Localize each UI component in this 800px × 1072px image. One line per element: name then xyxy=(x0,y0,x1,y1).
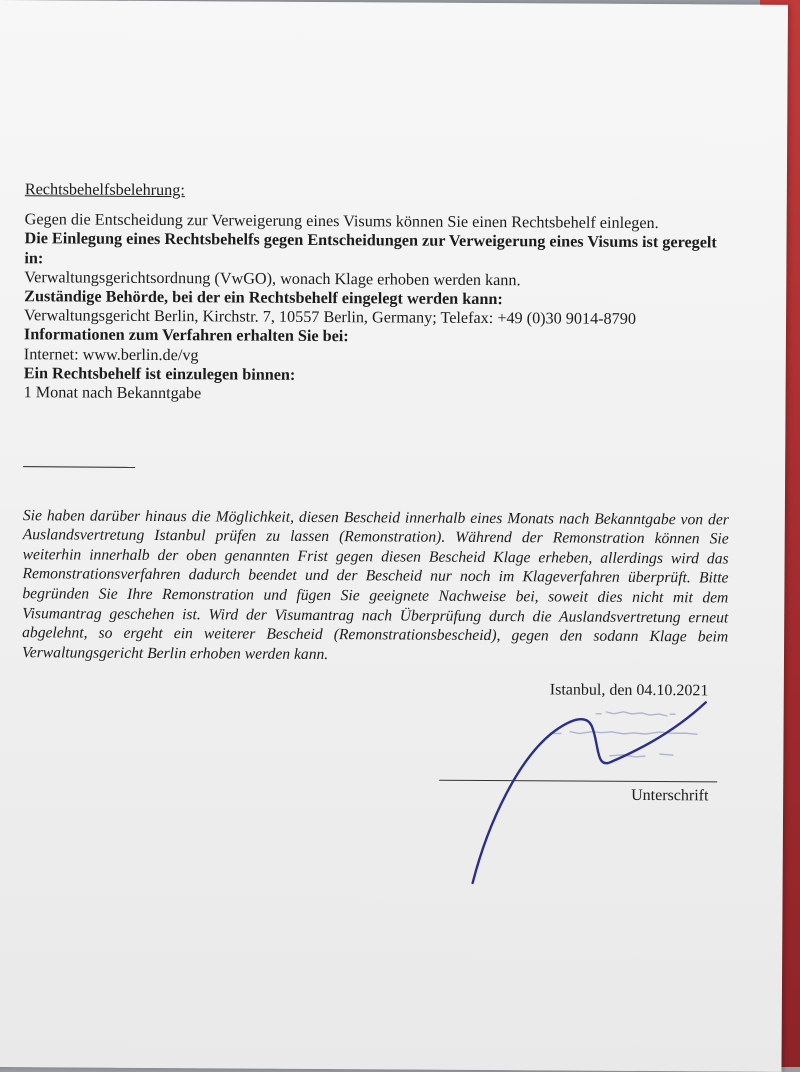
deadline-title: Ein Rechtsbehelf ist einzulegen binnen: xyxy=(23,364,296,384)
place-date: Istanbul, den 04.10.2021 xyxy=(549,681,709,700)
legal-notice xyxy=(24,180,725,407)
regulation-text: Verwaltungsgerichtsordnung (VwGO), wonach Klage erhoben werden kann. xyxy=(24,268,521,290)
info-text: Internet: www.berlin.de/vg xyxy=(23,344,199,364)
regulation-title: Die Einlegung eines Rechtsbehelfs gegen Entscheidungen zur Verweigerung eines Visums ist geregelt in: xyxy=(24,229,717,267)
signature-label: Unterschrift xyxy=(631,786,709,805)
section-divider xyxy=(23,466,135,468)
authority-title: Zuständige Behörde, bei der ein Rechtsbehelf eingelegt werden kann: xyxy=(24,287,503,309)
authority-text: Verwaltungsgericht Berlin, Kirchstr. 7, 10557 Berlin, Germany; Telefax: +49 (0)30 9014-8790 xyxy=(24,306,637,329)
remonstration-paragraph: Sie haben darüber hinaus die Möglichkeit, diesen Bescheid innerhalb eines Monats nach Bekanntgabe von der Auslandsvertretung Istanbul prüfen zu lassen (Remonstration). Während der Remonstration können Sie weiterhin innerhalb der oben genannten Frist gegen diesen Bescheid Klage erheben, allerdings wird das Remonstrationsverfahren dadurch beendet und der Bescheid nur noch im Klageverfahren überprüft. Bitte begründen Sie Ihre Remonstration und fügen Sie geeignete Nachweise bei, soweit dies nicht mit dem Visumantrag geschehen ist. Wird der Visumantrag nach Überprüfung durch die Auslandsvertretung erneut abgelehnt, so ergeht ein weiterer Bescheid (Remonstrationsbescheid), gegen den sodann Klage beim Verwaltungsgericht Berlin erhoben werden kann. xyxy=(21,506,729,663)
notice-heading: Rechtsbehelfsbelehrung: xyxy=(24,180,185,200)
intro-text: Gegen die Entscheidung zur Verweigerung eines Visums können Sie einen Rechtsbehelf einlegen. xyxy=(24,210,659,233)
info-title: Informationen zum Verfahren erhalten Sie bei: xyxy=(23,325,349,346)
deadline-text: 1 Monat nach Bekanntgabe xyxy=(23,383,202,403)
